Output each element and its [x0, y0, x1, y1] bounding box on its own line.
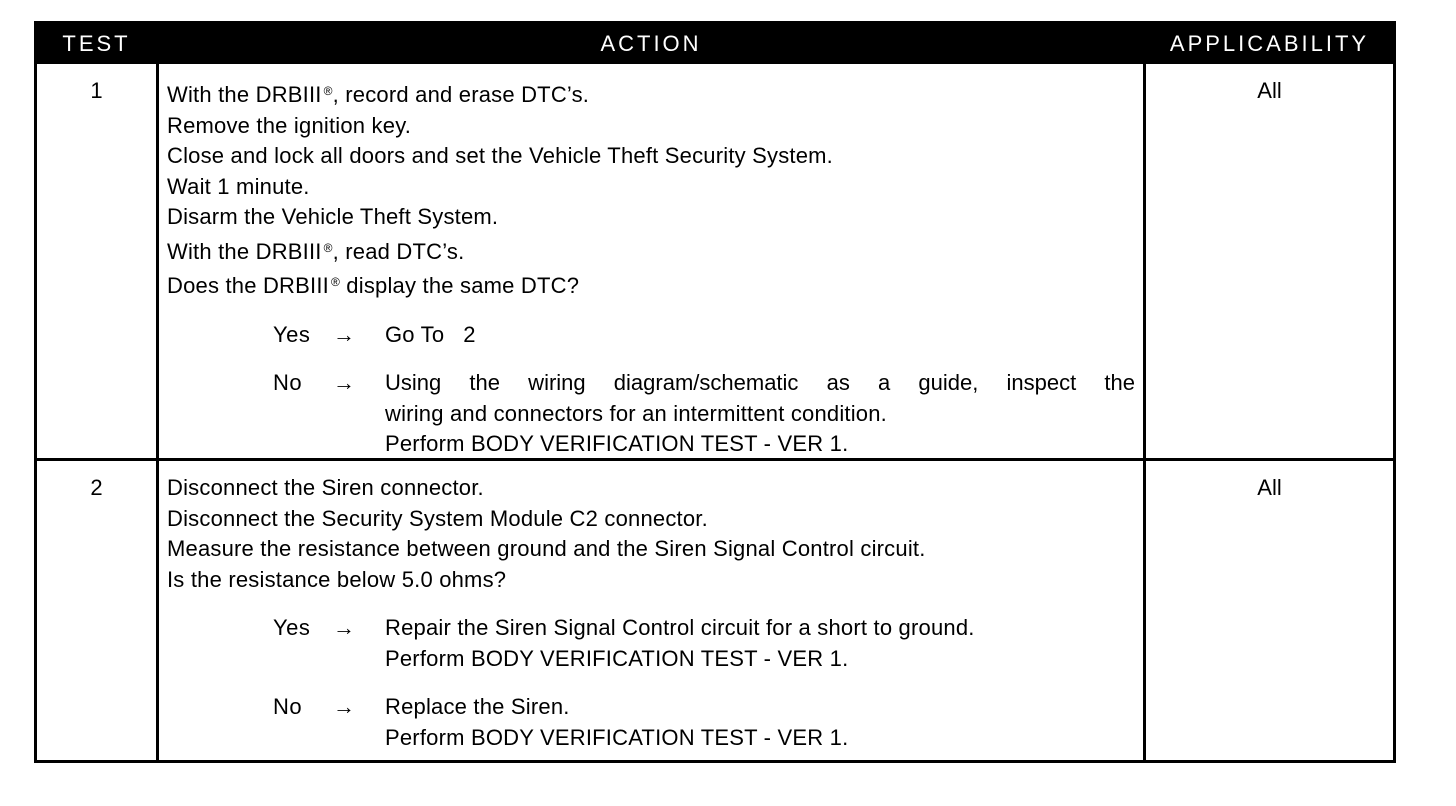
- header-applicability: APPLICABILITY: [1146, 24, 1393, 64]
- arrow-right-icon: →: [333, 615, 355, 640]
- action-step: Wait 1 minute.: [167, 173, 310, 199]
- test-number: 1: [90, 78, 103, 103]
- no-branch: [167, 368, 1135, 460]
- action-question: Does the DRBIII ® display the same DTC?: [167, 273, 580, 298]
- action-step: Disconnect the Siren connector.: [167, 475, 484, 500]
- result-line: Go To 2: [385, 321, 476, 347]
- action-step: With the DRBIII ®, read DTC’s.: [167, 238, 465, 264]
- test-action: [159, 64, 1143, 458]
- registered-mark: ®: [330, 275, 340, 289]
- result-line: Perform BODY VERIFICATION TEST - VER 1.: [385, 724, 849, 750]
- action-step: Disarm the Vehicle Theft System.: [167, 204, 499, 229]
- test-number: 2: [90, 475, 103, 500]
- no-result: [385, 692, 1135, 753]
- yes-branch: [167, 613, 1135, 674]
- yes-result: [385, 320, 1135, 351]
- yes-label: Yes: [273, 615, 311, 640]
- result-line: Using the wiring diagram/schematic as a guide, inspect the: [385, 370, 1135, 395]
- no-label: No: [273, 370, 303, 395]
- yes-result: [385, 613, 1135, 674]
- applicability-value: All: [1257, 475, 1282, 500]
- no-result: [385, 368, 1135, 460]
- yes-branch: [167, 320, 1135, 351]
- applicability-value: All: [1257, 78, 1282, 103]
- action-step: Measure the resistance between ground and the Siren Signal Control circuit.: [167, 536, 926, 561]
- arrow-right-icon: →: [333, 694, 355, 719]
- action-step: With the DRBIII ®, record and erase DTC’s.: [167, 82, 590, 107]
- result-line: Repair the Siren Signal Control circuit for a short to ground.: [385, 615, 975, 640]
- arrow-right-icon: →: [333, 321, 355, 347]
- action-question: Is the resistance below 5.0 ohms?: [167, 566, 507, 592]
- header-test: TEST: [37, 24, 156, 64]
- result-line: Replace the Siren.: [385, 694, 570, 719]
- no-label: No: [273, 694, 303, 719]
- registered-mark: ®: [323, 240, 333, 255]
- header-action: ACTION: [159, 24, 1143, 64]
- no-branch: [167, 692, 1135, 753]
- result-line: wiring and connectors for an intermittent condition.: [385, 400, 887, 426]
- yes-label: Yes: [273, 321, 311, 347]
- arrow-right-icon: →: [333, 370, 355, 395]
- diagnostic-test-table: [34, 21, 1396, 763]
- action-step: Remove the ignition key.: [167, 112, 412, 138]
- action-step: Disconnect the Security System Module C2 connector.: [167, 505, 708, 531]
- action-step: Close and lock all doors and set the Vehicle Theft Security System.: [167, 143, 833, 168]
- result-line: Perform BODY VERIFICATION TEST - VER 1.: [385, 431, 849, 456]
- result-line: Perform BODY VERIFICATION TEST - VER 1.: [385, 645, 849, 671]
- test-action: [159, 461, 1143, 760]
- registered-mark: ®: [323, 84, 333, 98]
